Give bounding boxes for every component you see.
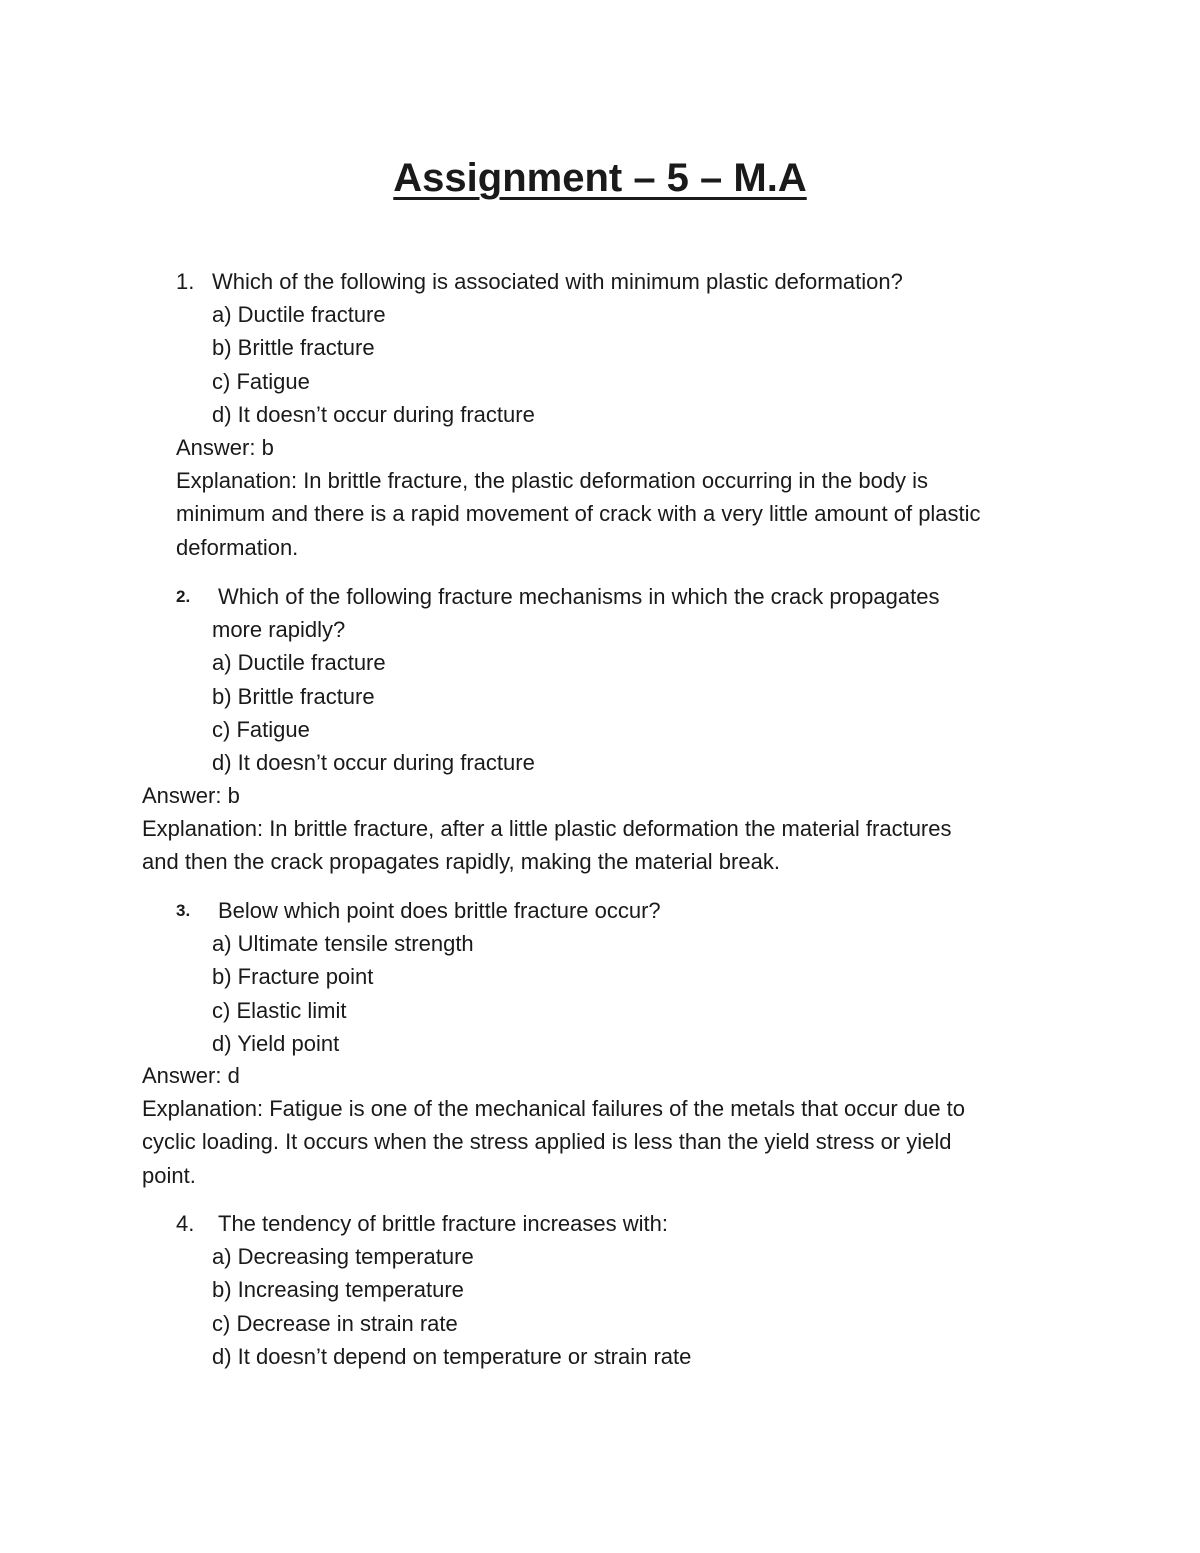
explanation-line-1: Explanation: Fatigue is one of the mechanical failures of the metals that occur due to	[142, 1096, 966, 1122]
option-a: a) Ductile fracture	[212, 650, 386, 676]
option-a: a) Ductile fracture	[212, 302, 386, 328]
question-text: The tendency of brittle fracture increases with:	[218, 1211, 668, 1236]
answer-text: Answer: d	[142, 1063, 240, 1088]
question-1	[176, 265, 981, 564]
option-a: a) Ultimate tensile strength	[212, 931, 474, 957]
explanation-line-2: cyclic loading. It occurs when the stress applied is less than the yield stress or yield	[142, 1129, 952, 1155]
explanation-line-1: Explanation: In brittle fracture, after a little plastic deformation the material fractures	[142, 816, 952, 842]
option-c: c) Elastic limit	[212, 997, 347, 1023]
question-text: Which of the following is associated with minimum plastic deformation?	[212, 269, 903, 294]
option-d: d) It doesn’t occur during fracture	[212, 401, 535, 427]
option-d: d) Yield point	[212, 1030, 340, 1056]
answer-text: Answer: b	[176, 435, 274, 461]
question-3	[176, 894, 661, 1060]
question-2-answer-block	[142, 779, 952, 879]
option-b: b) Fracture point	[212, 964, 374, 990]
explanation-line-3: deformation.	[176, 534, 299, 560]
question-3-answer-block	[142, 1059, 965, 1192]
question-2	[176, 580, 939, 779]
option-b: b) Brittle fracture	[212, 335, 375, 361]
title-text: Assignment – 5 – M.A	[393, 156, 807, 200]
question-number: 1.	[176, 269, 195, 294]
question-number: 4.	[176, 1211, 195, 1236]
option-b: b) Brittle fracture	[212, 683, 375, 709]
explanation-line-2: minimum and there is a rapid movement of crack with a very little amount of plastic	[176, 501, 981, 527]
question-text: Below which point does brittle fracture occur?	[218, 898, 661, 923]
option-d: d) It doesn’t depend on temperature or strain rate	[212, 1343, 692, 1369]
question-text-line-2: more rapidly?	[212, 617, 346, 643]
page-title	[0, 150, 1200, 206]
option-c: c) Fatigue	[212, 368, 310, 394]
question-4	[176, 1207, 691, 1373]
question-number: 3.	[176, 901, 191, 920]
option-a: a) Decreasing temperature	[212, 1244, 474, 1270]
question-text-line-1: Which of the following fracture mechanisms in which the crack propagates	[218, 584, 940, 609]
explanation-line-1: Explanation: In brittle fracture, the plastic deformation occurring in the body is	[176, 468, 929, 494]
answer-text: Answer: b	[142, 783, 240, 808]
question-number: 2.	[176, 587, 191, 606]
option-c: c) Fatigue	[212, 716, 310, 742]
option-c: c) Decrease in strain rate	[212, 1310, 458, 1336]
explanation-line-3: point.	[142, 1162, 196, 1188]
explanation-line-2: and then the crack propagates rapidly, making the material break.	[142, 849, 780, 875]
option-b: b) Increasing temperature	[212, 1277, 464, 1303]
option-d: d) It doesn’t occur during fracture	[212, 750, 535, 776]
